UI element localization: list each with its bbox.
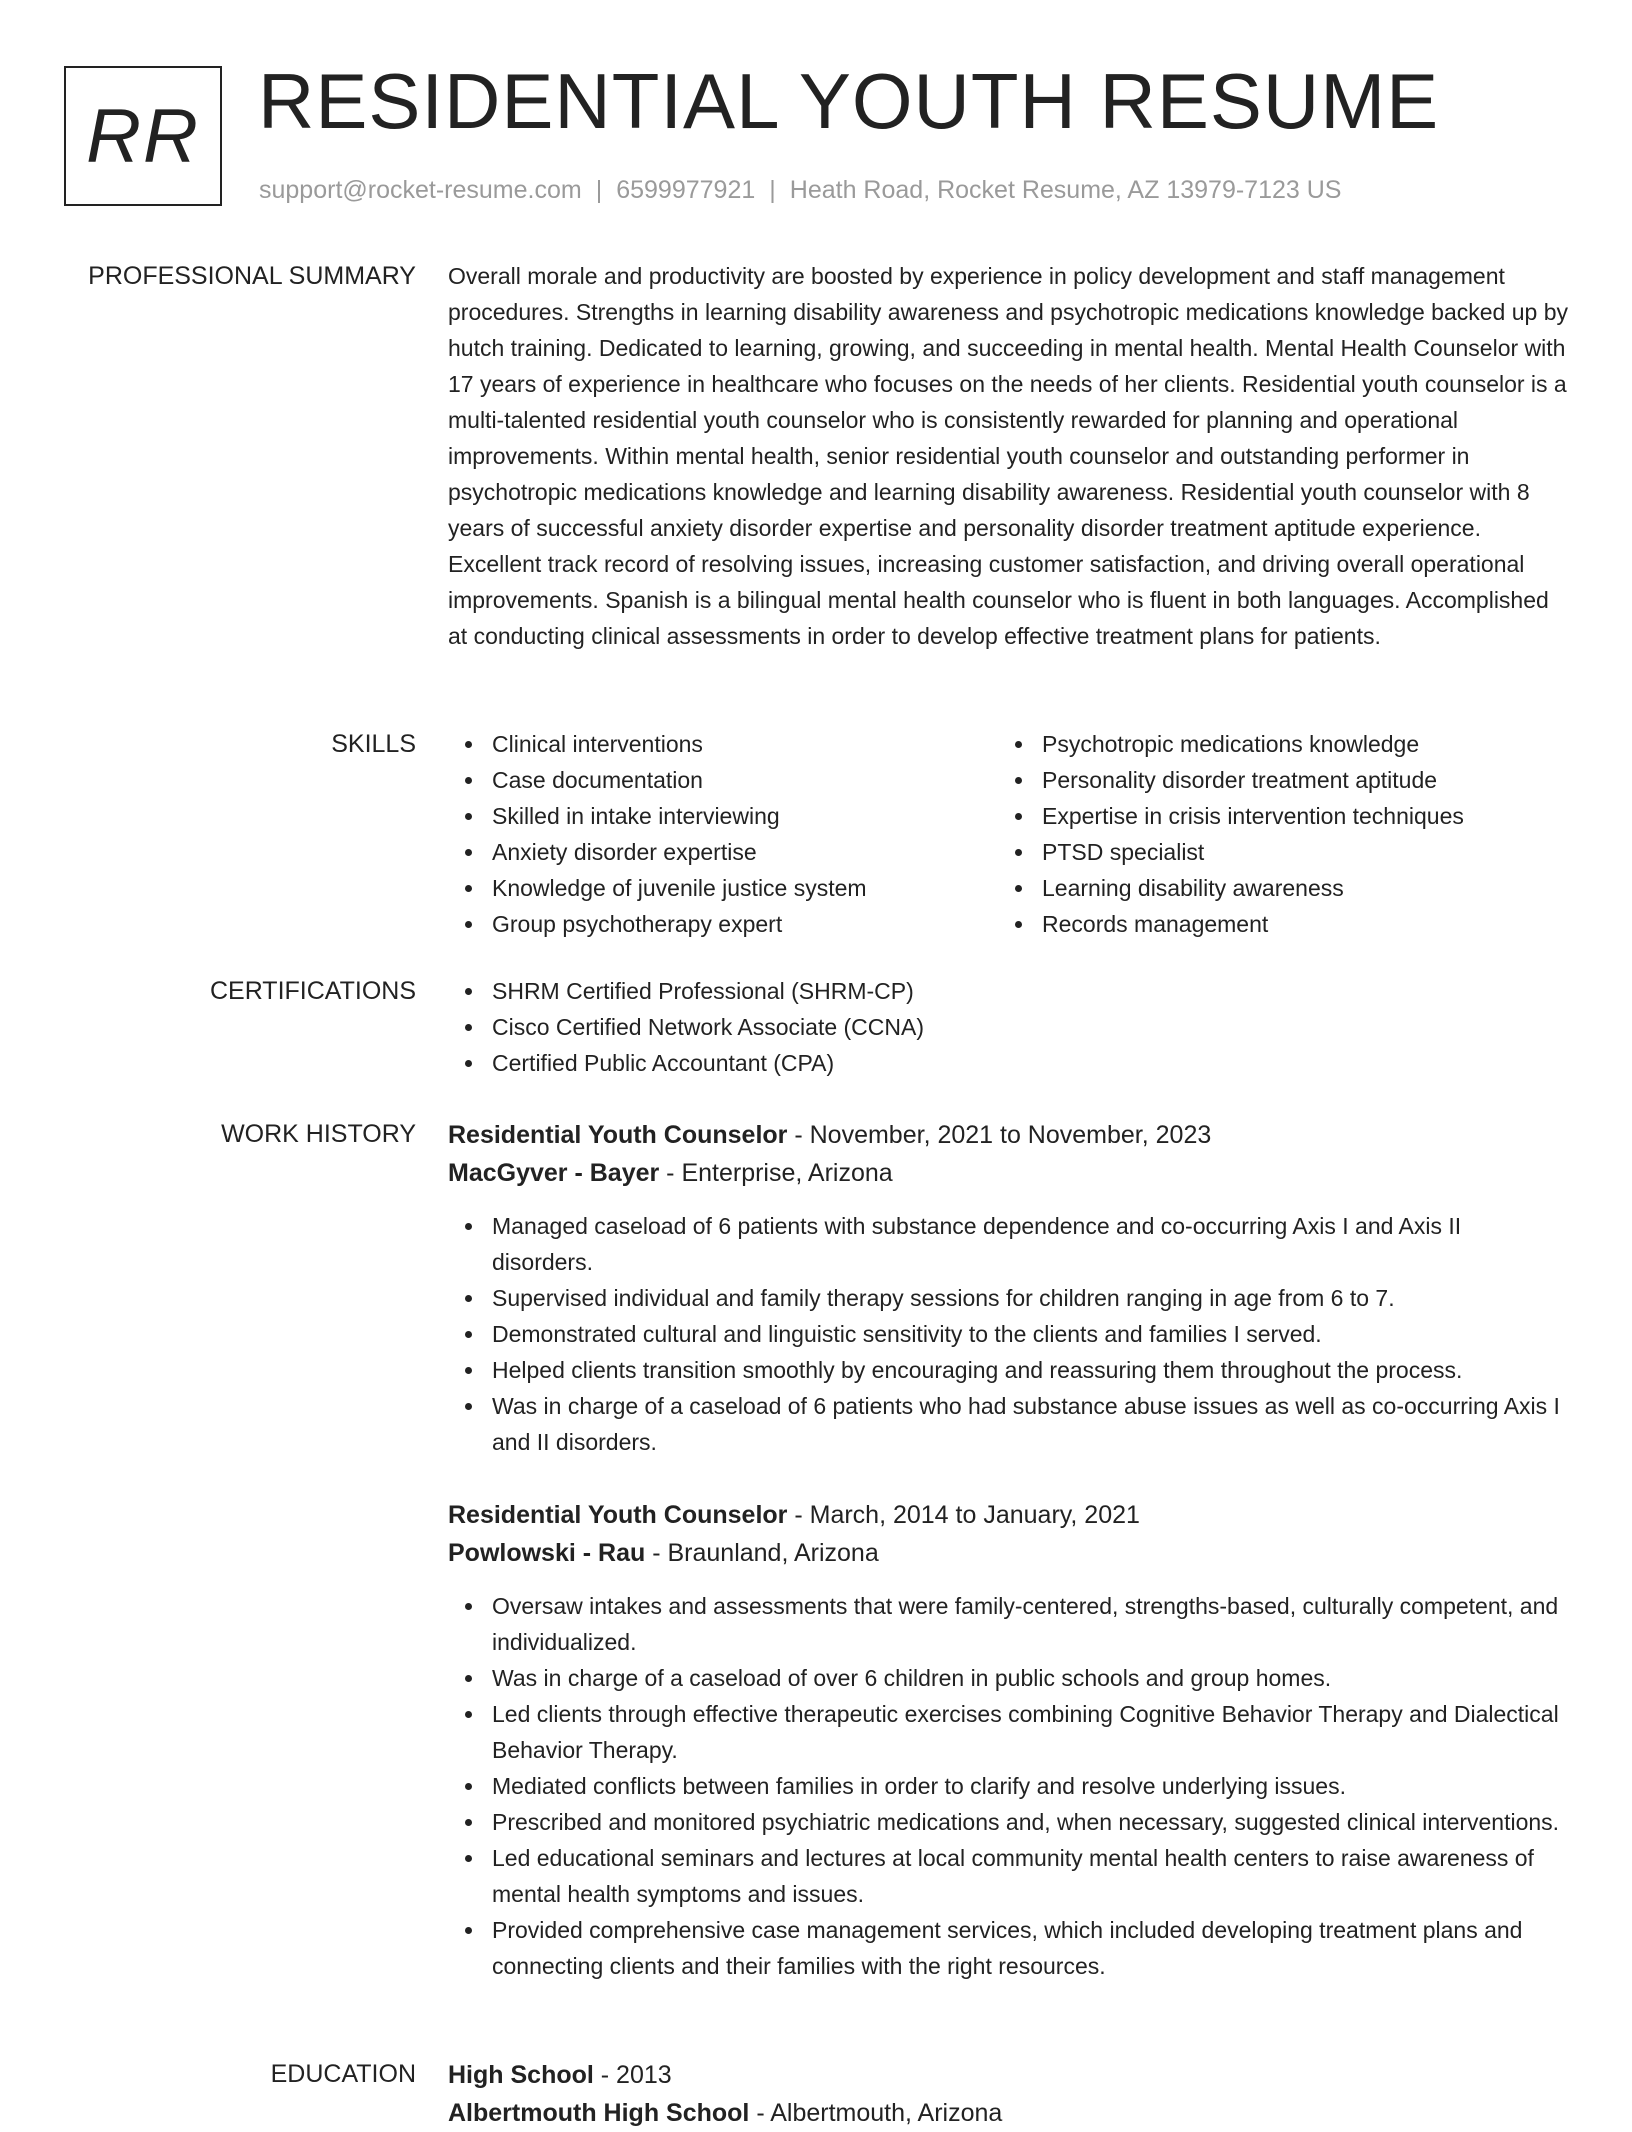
education-body (448, 2056, 1568, 2132)
job-title: Residential Youth Counselor (448, 1501, 788, 1529)
certification-item: Cisco Certified Network Associate (CCNA) (492, 1009, 1568, 1045)
job-dates: - November, 2021 to November, 2023 (787, 1121, 1212, 1149)
education-school: Albertmouth High School (448, 2099, 750, 2127)
summary-text: Overall morale and productivity are boosted by experience in policy development and staff management procedures. Strengths in learning disability awareness and psychotropic medications knowledge backed up by hutch training. Dedicated to learning, growing, and succeeding in mental health. Mental Health Counselor with 17 years of experience in healthcare who focuses on the needs of her clients. Residential youth counselor is a multi-talented residential youth counselor who is consistently rewarded for planning and operational improvements. Within mental health, senior residential youth counselor and outstanding performer in psychotropic medications knowledge and learning disability awareness. Residential youth counselor with 8 years of successful anxiety disorder expertise and personality disorder treatment aptitude experience. Excellent track record of resolving issues, increasing customer satisfaction, and driving overall operational improvements. Spanish is a bilingual mental health counselor who is fluent in both languages. Accomplished at conducting clinical assessments in order to develop effective treatment plans for patients. (448, 263, 1568, 649)
job-bullet: Demonstrated cultural and linguistic sensitivity to the clients and families I served. (492, 1316, 1568, 1352)
job-company-line (448, 1154, 1568, 1192)
education-location: - Albertmouth, Arizona (749, 2099, 1003, 2127)
skills-column-left (448, 726, 867, 942)
skills-column-right (998, 726, 1464, 942)
job-bullet: Helped clients transition smoothly by encouraging and reassuring them throughout the process. (492, 1352, 1568, 1388)
skill-item: PTSD specialist (1042, 834, 1464, 870)
job-bullet: Led educational seminars and lectures at local community mental health centers to raise awareness of mental health symptoms and issues. (492, 1840, 1568, 1912)
resume-title: RESIDENTIAL YOUTH RESUME (258, 57, 1440, 145)
job-bullets (448, 1588, 1568, 1984)
skills-heading: SKILLS (331, 730, 416, 758)
skill-item: Skilled in intake interviewing (492, 798, 867, 834)
skill-item: Case documentation (492, 762, 867, 798)
certification-item: SHRM Certified Professional (SHRM-CP) (492, 973, 1568, 1009)
skill-item: Personality disorder treatment aptitude (1042, 762, 1464, 798)
skills-list-left (448, 726, 867, 942)
education-school-line (448, 2094, 1568, 2132)
job-bullet: Mediated conflicts between families in order to clarify and resolve underlying issues. (492, 1768, 1568, 1804)
contact-separator: | (769, 176, 776, 204)
contact-line (259, 172, 1341, 208)
skill-item: Learning disability awareness (1042, 870, 1464, 906)
job-title-line (448, 1496, 1568, 1534)
summary-body (448, 258, 1568, 654)
contact-phone[interactable]: 6599977921 (616, 176, 756, 204)
certifications-heading: CERTIFICATIONS (209, 977, 416, 1005)
skill-item: Knowledge of juvenile justice system (492, 870, 867, 906)
job-bullets (448, 1208, 1568, 1460)
skill-item: Group psychotherapy expert (492, 906, 867, 942)
job-bullet: Managed caseload of 6 patients with substance dependence and co-occurring Axis I and Axis II disorders. (492, 1208, 1568, 1280)
skill-item: Psychotropic medications knowledge (1042, 726, 1464, 762)
job-title-line (448, 1116, 1568, 1154)
certification-item: Certified Public Accountant (CPA) (492, 1045, 1568, 1081)
skill-item: Anxiety disorder expertise (492, 834, 867, 870)
job-company: Powlowski - Rau (448, 1539, 646, 1567)
job-bullet: Provided comprehensive case management services, which included developing treatment plans and connecting clients and their families with the right resources. (492, 1912, 1568, 1984)
job-dates: - March, 2014 to January, 2021 (787, 1501, 1140, 1529)
job-bullet: Supervised individual and family therapy sessions for children ranging in age from 6 to 7. (492, 1280, 1568, 1316)
job-entry (448, 1116, 1568, 1460)
skill-item: Records management (1042, 906, 1464, 942)
certifications-body (448, 973, 1568, 1081)
summary-heading: PROFESSIONAL SUMMARY (88, 262, 416, 290)
job-location: - Braunland, Arizona (645, 1539, 879, 1567)
skill-item: Expertise in crisis intervention techniques (1042, 798, 1464, 834)
skill-item: Clinical interventions (492, 726, 867, 762)
certifications-list (448, 973, 1568, 1081)
monogram-logo (64, 66, 222, 206)
contact-separator: | (595, 176, 603, 204)
job-entry (448, 1496, 1568, 1984)
job-company: MacGyver - Bayer (448, 1159, 660, 1187)
job-bullet: Oversaw intakes and assessments that were family-centered, strengths-based, culturally competent, and individualized. (492, 1588, 1568, 1660)
contact-address: Heath Road, Rocket Resume, AZ 13979-7123 US (789, 176, 1342, 204)
job-bullet: Was in charge of a caseload of over 6 children in public schools and group homes. (492, 1660, 1568, 1696)
skills-list-right (998, 726, 1464, 942)
education-degree: High School (448, 2061, 594, 2089)
job-bullet: Prescribed and monitored psychiatric medications and, when necessary, suggested clinical interventions. (492, 1804, 1568, 1840)
job-bullet: Led clients through effective therapeutic exercises combining Cognitive Behavior Therapy and Dialectical Behavior Therapy. (492, 1696, 1568, 1768)
education-year: - 2013 (593, 2061, 672, 2089)
contact-email[interactable]: support@rocket-resume.com (259, 176, 582, 204)
work-history-heading: WORK HISTORY (221, 1120, 416, 1148)
education-heading: EDUCATION (270, 2060, 416, 2088)
job-company-line (448, 1534, 1568, 1572)
job-bullet: Was in charge of a caseload of 6 patients who had substance abuse issues as well as co-occurring Axis I and II disorders. (492, 1388, 1568, 1460)
education-degree-line (448, 2056, 1568, 2094)
job-location: - Enterprise, Arizona (659, 1159, 893, 1187)
job-title: Residential Youth Counselor (448, 1121, 788, 1149)
monogram-text: RR (86, 93, 200, 179)
